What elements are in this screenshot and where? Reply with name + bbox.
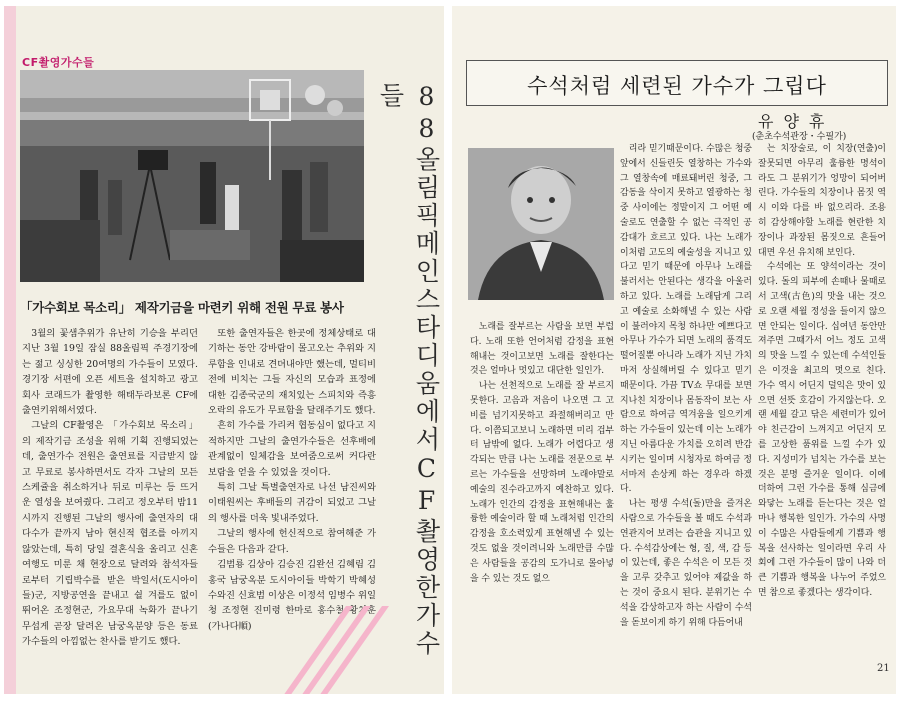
paragraph: 나는 선천적으로 노래를 잘 부르지 못한다. 고음과 저음이 나오면 그 고비를 넘기지못하고 좌절해버리고 만다. 이쯤되고보니 노래하면 미리 겁부터 남밖에 없다. 노래가 어렵다고 생각되는 만큼 나는 노래를 전문으로 부르는 가수들을 선망하며 노래야말로 예술의 진수라고까지 예찬하고 있다. 노래가 인간의 감정을 표현해내는 훌륭한 예술이라 할 때 노래처럼 인간의 감정을 호소력있게 표현해낼 수 있는 것도 없을 것이려니와 노래만큼 수많은 사람들을 공감의 도가니로 몰아넣을 수 있는 것도 없으 [470,381,614,584]
paragraph: 리라 믿기때문이다. 수많은 청중앞에서 신들린듯 열창하는 가수와 그 열창속에 매료돼버린 청중, 그 감동을 삭이지 못하고 열광하는 청중 사이에는 정말이지 그 어떤 예술로도 연출할 수 없는 극적인 공감대가 흐르고 있다. 나는 노래가 이처럼 고도의 예술성을 지니고 있다고 믿기 때문에 아무나 노래를 불러서는 안된다는 생각을 아울러 하고 있다. 노래를 노래답게 그리고 예술로 소화해낼 수 있는 사람이 불러야지 목청 하나만 예쁘다고 아무나 가수가 되면 노래의 품격도 떨어질뿐 아니라 노래가 지닌 가치마저 상실해버릴 수 있다고 믿기 때문이다. 가끔 TV쇼 무대를 보면 지나친 치장이나 몸동작이 보는 사람으로 하여금 역겨움을 일으키게 하는 가수들이 있는데 이는 노래가 지닌 아름다운 가치를 오히려 반감시키는 일이며 시청자로 하여금 정서마저 손상케 하는 경우라 하겠다. [620,144,752,495]
right-body-column-1 [470,320,614,650]
page-number: 21 [877,663,890,674]
title-box [466,60,888,106]
pink-margin-band [4,6,16,694]
paragraph: 특히 그날 특별출연자로 나선 남진씨와 이태원씨는 후배들의 귀감이 되었고 그날의 행사를 더욱 빛내주었다. [208,482,376,524]
page-title: 수석처럼 세련된 가수가 그립다 [527,74,827,98]
author-portrait [468,148,614,300]
paragraph: 흔히 가수를 가리켜 협동심이 없다고 지적하지만 그날의 출연가수들은 선후배에 관계없이 일체감을 보여줌으로써 커다란 보람을 얻을 수 있었을 것이다. [208,420,376,478]
right-body-column-2 [620,142,752,652]
paragraph: 노래를 잘부르는 사람을 보면 부럽다. 노래 또한 언어처럼 감정을 표현해내는 것이고보면 노래를 잘한다는 것은 얼마나 멋있고 대단한 일인가. [470,322,614,377]
author-title: (춘초수석관장・수필가) [752,132,847,142]
section-tag: CF촬영가수들 [22,56,95,69]
vertical-title: 88올림픽메인스타디움에서CF촬영한가수들 [376,82,441,658]
paragraph: 그날의 CF촬영은 「가수회보 목소리」의 제작기금 조성을 위해 기획 진행되었는데, 출연가수 전원은 출연료를 지급받지 않고 무료로 봉사하면서도 각자 그날의 모든 스케쥴을 취소하거나 뒤로 미루는 등 뜨거운 열성을 보여줬다. 그리고 정오부터 밤11시까지 진행된 그날의 행사에 출연자의 대다수가 끝까지 남아 현신적 협조를 아끼지 않았는데, 특히 당일 결혼식을 올리고 신혼여행도 미룬 채 현장으로 달려와 참석자들로부터 기립박수를 받은 박일서(도시아이들)군, 지방공연을 끝내고 쉴 겨를도 없이 뛰어온 조정현군, 가요무대 녹화가 끝나기 무섭게 곧장 달려온 남궁옥분양 등은 동료가수들의 아낌없는 찬사를 받기도 했다. [22,420,198,648]
right-page [452,6,896,694]
article-heading: 「가수회보 목소리」 제작기금을 마련키 위해 전원 무료 봉사 [20,300,344,315]
paragraph: 는 치장술로, 이 치장(연출)이 잘못되면 아무리 훌륭한 명석이라도 그 분위기가 엉망이 되어버린다. 가수들의 치장이나 몸짓 역시 이와 다를 바 없으리라. 조용히 감상해야할 노래를 현란한 치장이나 과장된 몸짓으로 흔들어대면 우선 유치해 보인다. [758,144,886,258]
paragraph: 김범룡 김상아 김승진 김완선 김혜림 김홍국 남궁옥분 도시아이들 박학기 박혜성 수와진 신효범 이상은 이정석 임병수 위일청 조정현 진미령 한마로 홍수철 황치훈 (가나다順) [208,559,376,632]
paragraph: 또한 출연자들은 한곳에 정체상태로 대기하는 동안 강바람이 몰고오는 추위와 지루함을 인내로 견뎌내야만 했는데, 멀티비전에 비치는 그들 자신의 모습과 표정에 대한 김종국군의 재치있는 스피치와 즉흥오락의 유도가 무료함을 달래주기도 했다. [208,328,376,417]
author-name: 유양휴 [758,112,835,131]
stadium-filming-photo [20,70,364,282]
paragraph: 수석에는 또 양석이라는 것이 있다. 돌의 피부에 손때나 물때로서 고색(古色)의 맛을 내는 것으로 오랜 세월 정성을 들이지 않으면 안되는 일이다. 십여년 동안만져주면 그때가서 어느 정도 고색의 맛을 느낄 수 있는데 수석인들은 이것을 최고의 멋으로 친다. 가수 역시 어딘지 덜익은 맛이 있으면 선뜻 호감이 가지않는다. 오랜 세월 갈고 닦은 세련미가 있어야 친근감이 느껴지고 어딘지 모를 고상한 품위를 느낄 수가 있다. 지성미가 넘치는 가수를 보는 것은 분명 즐거운 일이다. 이에 더하여 그런 가수를 통해 심금에 와닿는 노래를 듣는다는 것은 얼마나 행복한 일인가. 가수의 사명이 수많은 사람들에게 기쁨과 행복을 선사하는 일이라면 우리 사회에 그런 가수들이 많이 나와 더 큰 기쁨과 행복을 나누어 주었으면 참으로 좋겠다는 생각이다. [758,262,886,598]
left-body-column-1 [22,326,198,686]
paragraph: 나는 평생 수석(돌)만을 즐겨온 사람으로 가수들을 볼 때도 수석과 연관지어 보려는 습관을 지니고 있다. 수석감상에는 형, 질, 색, 감 등이 있는데, 좋은 수석은 이 모든 것을 고루 갖추고 있어야 제값을 하는 것이 중요시 된다. 분위기는 수석을 감상하고자 하는 사람이 수석을 돋보이게 하기 위해 다듬어내 [620,499,752,628]
paragraph: 3월의 꽃샘추위가 유난히 기승을 부리던 지난 3월 19일 잠실 88올림픽 주경기장에는 젊고 싱싱한 20여명의 가수들이 모였다. 경기장 서편에 오픈 세트을 설치하고 광고회사 코래드가 촬영한 해태두라보론 CF에 출연키위해서였다. [22,328,198,417]
left-page [4,6,444,694]
right-body-column-3 [758,142,886,652]
paragraph: 그날의 행사에 헌신적으로 참여해준 가수들은 다음과 같다. [208,528,376,555]
